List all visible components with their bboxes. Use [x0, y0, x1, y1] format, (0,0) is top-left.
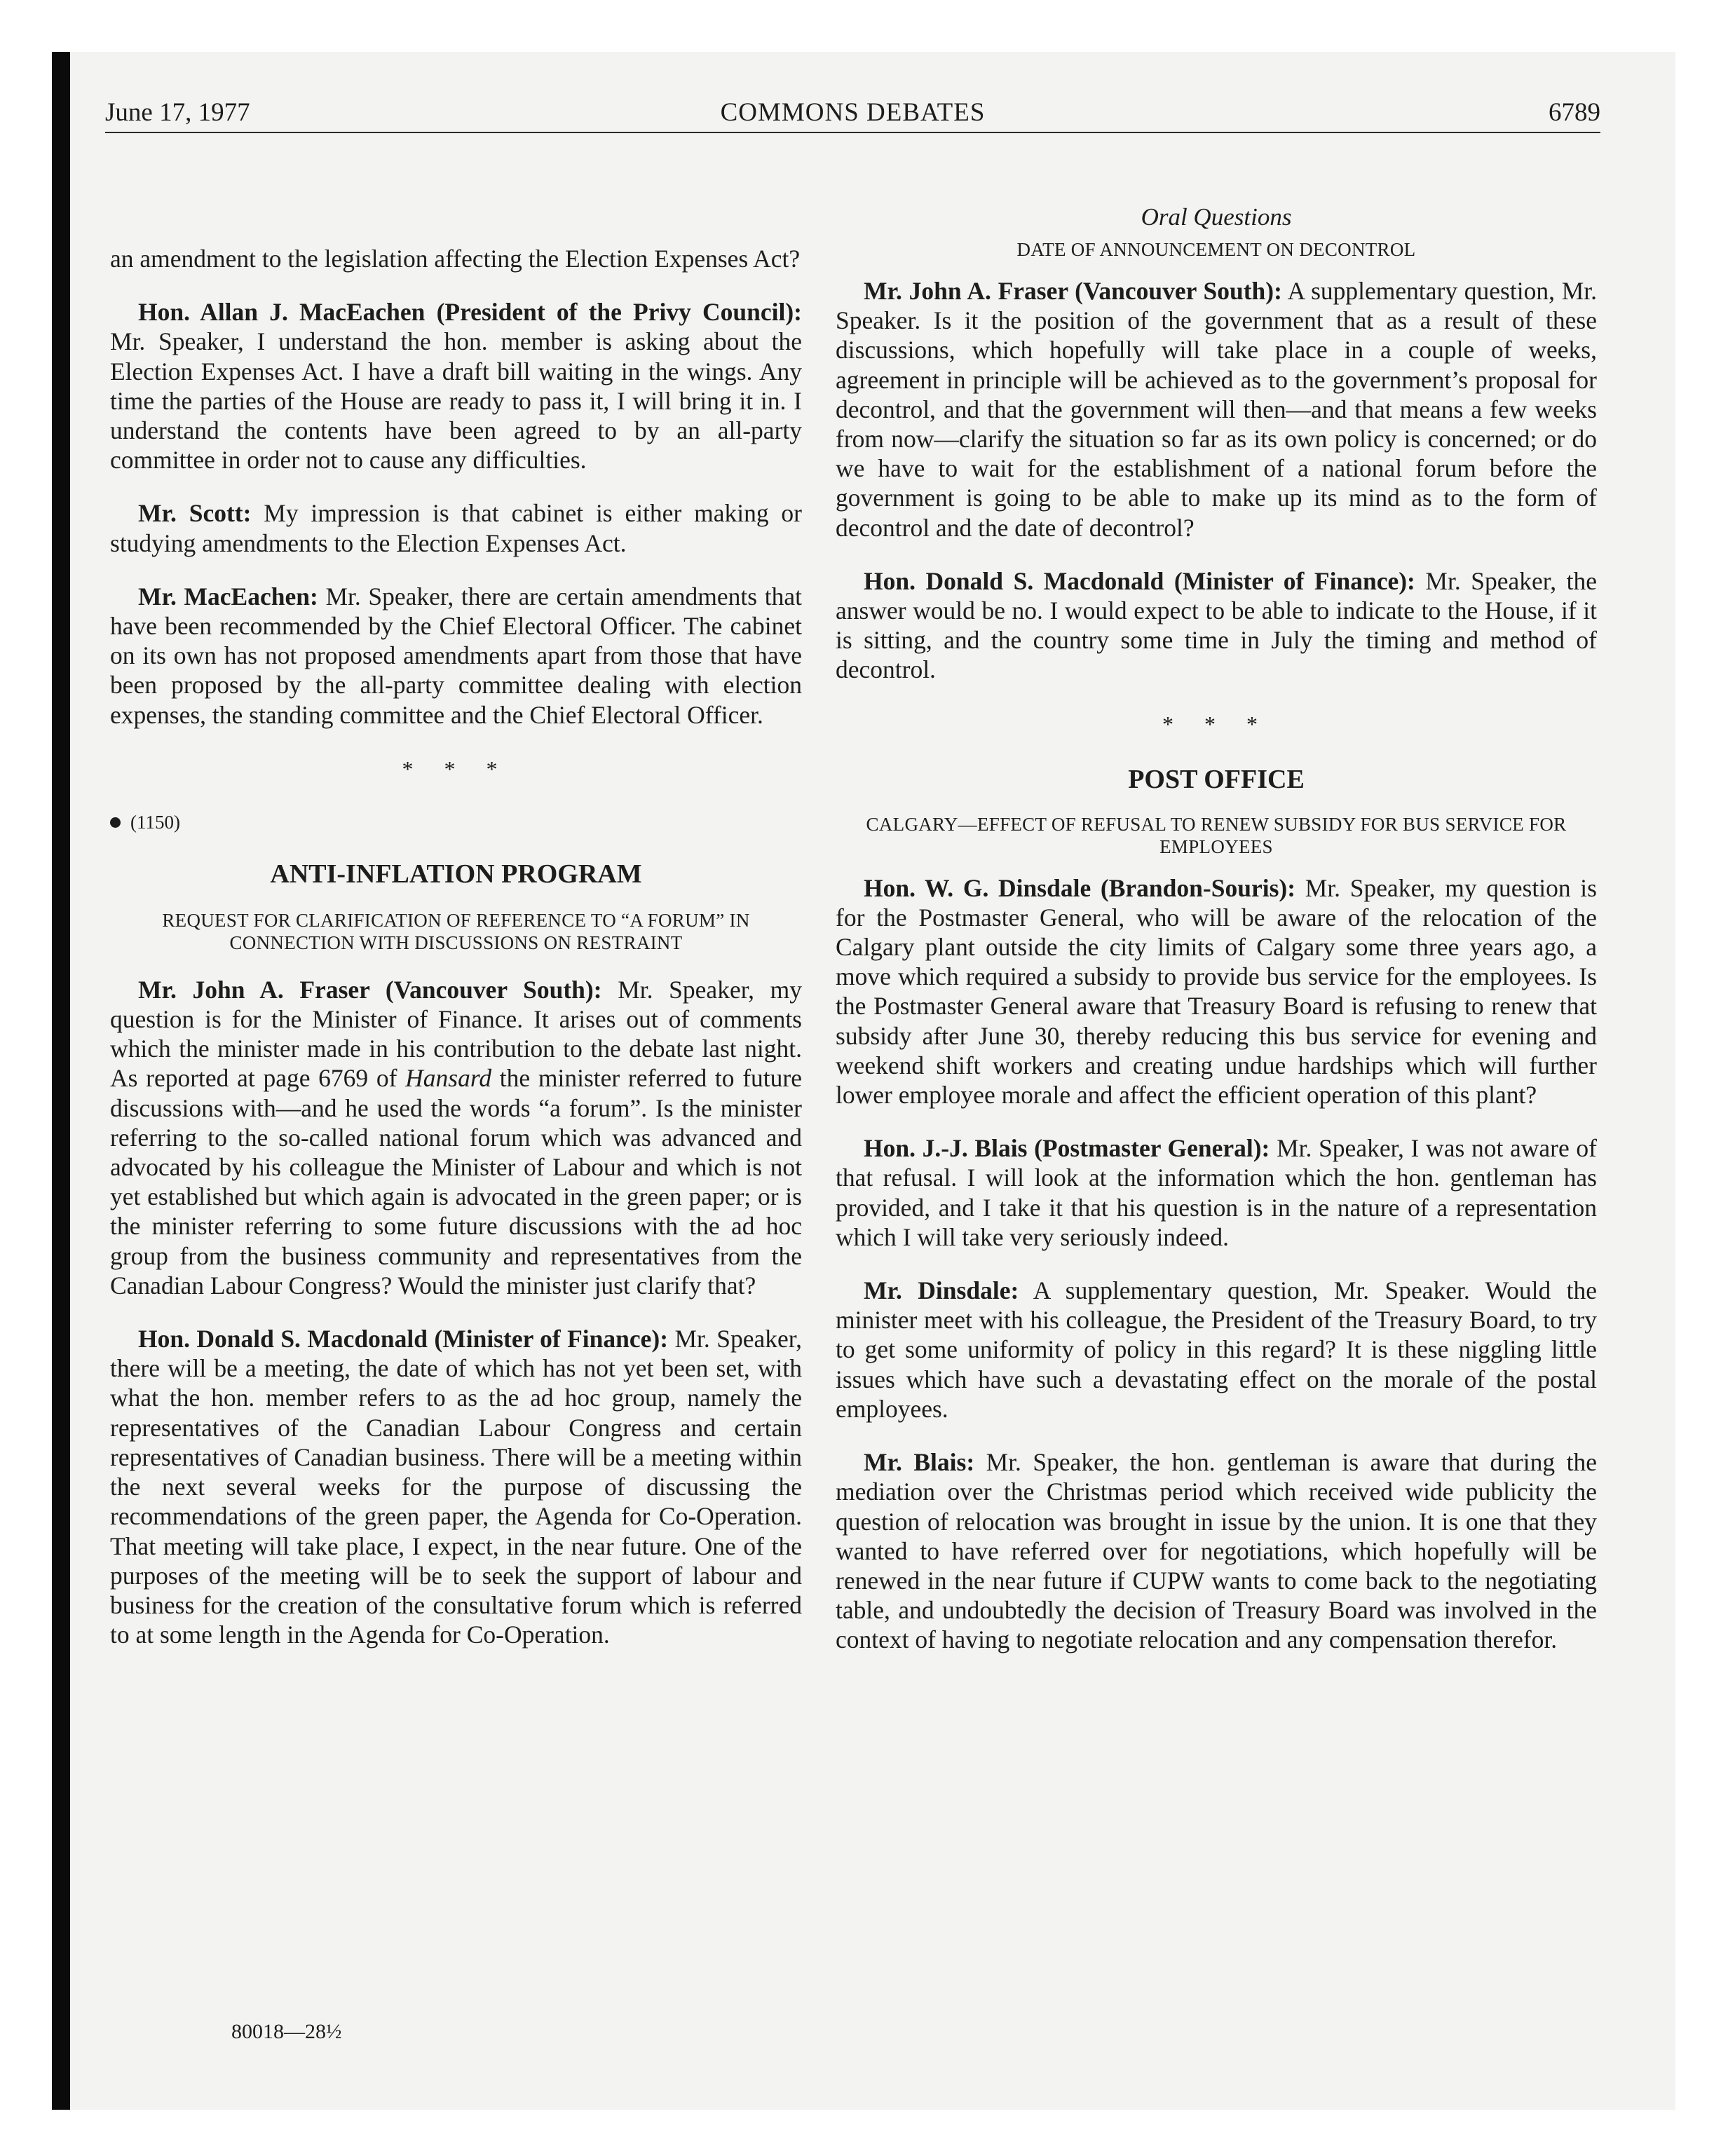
paragraph: Hon. Donald S. Macdonald (Minister of Finance): Mr. Speaker, the answer would be no. I would expect to be able to indicate to the House, if it is sitting, and the country some time in July the timing and method of decontrol. [836, 566, 1597, 684]
paragraph: Hon. Allan J. MacEachen (President of the Privy Council): Mr. Speaker, I understand the hon. member is asking about the Election Expenses Act. I have a draft bill waiting in the wings. Any time the parties of the House are ready to pass it, I will bring it in. I understand the contents have been agreed to by an all-party committee in order not to cause any difficulties. [110, 298, 802, 475]
paragraph: Mr. John A. Fraser (Vancouver South): A supplementary question, Mr. Speaker. Is it the position of the government that as a result of these discussions, which hopefully will take place in a couple of weeks, agreement in principle will be achieved as to the government’s proposal for decontrol, and that the government will then—and that means a few weeks from now—clarify the situation so far as its own policy is concerned; or do we have to wait for the establishment of a national forum before the government is going to be able to make up its mind as to the form of decontrol and the date of decontrol? [836, 277, 1597, 542]
paragraph: Mr. John A. Fraser (Vancouver South): Mr. Speaker, my question is for the Minister of Finance. It arises out of comments which the minister made in his contribution to the debate last night. As reported at page 6769 of Hansard the minister referred to future discussions with—and he used the words “a forum”. Is the minister referring to the so-called national forum which was advanced and advocated by his colleague the Minister of Labour and which is not yet established but which again is advocated in the green paper; or is the minister referring to some future discussions with the ad hoc group from the business community and representatives from the Canadian Labour Congress? Would the minister just clarify that? [110, 975, 802, 1299]
subsection-heading: DATE OF ANNOUNCEMENT ON DECONTROL [1016, 239, 1416, 260]
bullet-icon [110, 817, 121, 828]
subsection-heading: CALGARY—EFFECT OF REFUSAL TO RENEW SUBSIDY FOR BUS SERVICE FOR EMPLOYEES [866, 813, 1567, 857]
left-column [110, 140, 802, 1649]
right-column [836, 140, 1597, 1655]
paragraph: Mr. Blais: Mr. Speaker, the hon. gentleman is aware that during the mediation over the Christmas period which received wide publicity the question of relocation was brought in issue by the union. It is one that they wanted to have referred over for negotiations, which hopefully will be renewed in the near future if CUPW wants to come back to the negotiating table, and undoubtedly the decision of Treasury Board was involved in the context of having to negotiate relocation and any compensation therefor. [836, 1448, 1598, 1654]
scan-edge [52, 52, 70, 2110]
speaker-name: Mr. MacEachen: [138, 582, 318, 610]
speaker-name: Mr. Scott: [138, 499, 252, 528]
header-title: COMMONS DEBATES [720, 98, 986, 127]
footer-code: 80018—28½ [231, 2020, 342, 2043]
speaker-name: Mr. John A. Fraser (Vancouver South): [864, 277, 1282, 305]
paragraph: Hon. Donald S. Macdonald (Minister of Finance): Mr. Speaker, there will be a meeting, the date of which has not yet been set, with what the hon. member refers to as the ad hoc group, namely the representatives of the Canadian Labour Congress and certain representatives of Canadian business. There will be a meeting within the next several weeks for the purpose of discussing the recommendations of the green paper, the Agenda for Co-Operation. That meeting will take place, I expect, in the near future. One of the purposes of the meeting will be to seek the support of labour and business for the creation of the consultative forum which is referred to at some length in the Agenda for Co-Operation. [110, 1325, 803, 1649]
section-separator: * * * [402, 756, 510, 782]
paragraph: Mr. Dinsdale: A supplementary question, Mr. Speaker. Would the minister meet with his colleague, the President of the Treasury Board, to try to get some uniformity of policy in this regard? It is these niggling little issues which have such a devastating effect on the morale of the postal employees. [836, 1276, 1598, 1423]
speaker-name: Mr. Dinsdale: [864, 1276, 1019, 1305]
section-heading: ANTI-INFLATION PROGRAM [270, 859, 642, 889]
speaker-name: Hon. Donald S. Macdonald (Minister of Finance): [138, 1325, 669, 1353]
speaker-name: Hon. Donald S. Macdonald (Minister of Finance): [864, 566, 1415, 595]
paragraph: Hon. W. G. Dinsdale (Brandon-Souris): Mr. Speaker, my question is for the Postmaster General, who will be aware of the relocation of the Calgary plant outside the city limits of Calgary some three years ago, a move which required a subsidy to provide bus service for the employees. Is the Postmaster General aware that Treasury Board is refusing to renew that subsidy after June 30, thereby reducing this bus service for evening and weekend shift workers and creating undue hardships which will further lower employee morale and affect the efficient operation of this plant? [836, 873, 1597, 1110]
speaker-name: Hon. W. G. Dinsdale (Brandon-Souris): [864, 873, 1296, 902]
paragraph: Mr. MacEachen: Mr. Speaker, there are certain amendments that have been recommended by the Chief Electoral Officer. The cabinet on its own has not proposed amendments apart from those that have been proposed by the all-party committee dealing with election expenses, the standing committee and the Chief Electoral Officer. [110, 582, 802, 729]
speaker-name: Mr. Blais: [864, 1448, 975, 1477]
paragraph: an amendment to the legislation affecting the Election Expenses Act? [110, 245, 801, 273]
paragraph: Hon. J.-J. Blais (Postmaster General): Mr. Speaker, I was not aware of that refusal. I will look at the information which the hon. gentleman has provided, and I take it that his question is in the nature of a representation which I will take very seriously indeed. [836, 1134, 1597, 1251]
speaker-name: Hon. Allan J. MacEachen (President of the Privy Council): [138, 298, 802, 327]
paragraph: Mr. Scott: My impression is that cabinet is either making or studying amendments to the Election Expenses Act. [110, 499, 802, 557]
section-separator: * * * [1162, 711, 1270, 737]
speaker-name: Hon. J.-J. Blais (Postmaster General): [864, 1134, 1270, 1163]
speaker-name: Mr. John A. Fraser (Vancouver South): [138, 975, 602, 1004]
timestamp: (1150) [110, 812, 802, 833]
section-heading: POST OFFICE [1128, 764, 1305, 794]
header-date: June 17, 1977 [105, 98, 250, 127]
subsection-heading: REQUEST FOR CLARIFICATION OF REFERENCE TO “A FORUM” IN CONNECTION WITH DISCUSSIONS ON RESTRAINT [162, 909, 750, 953]
column-label: Oral Questions [1141, 203, 1292, 231]
header-page-number: 6789 [1549, 98, 1600, 127]
page-header [105, 95, 1600, 133]
